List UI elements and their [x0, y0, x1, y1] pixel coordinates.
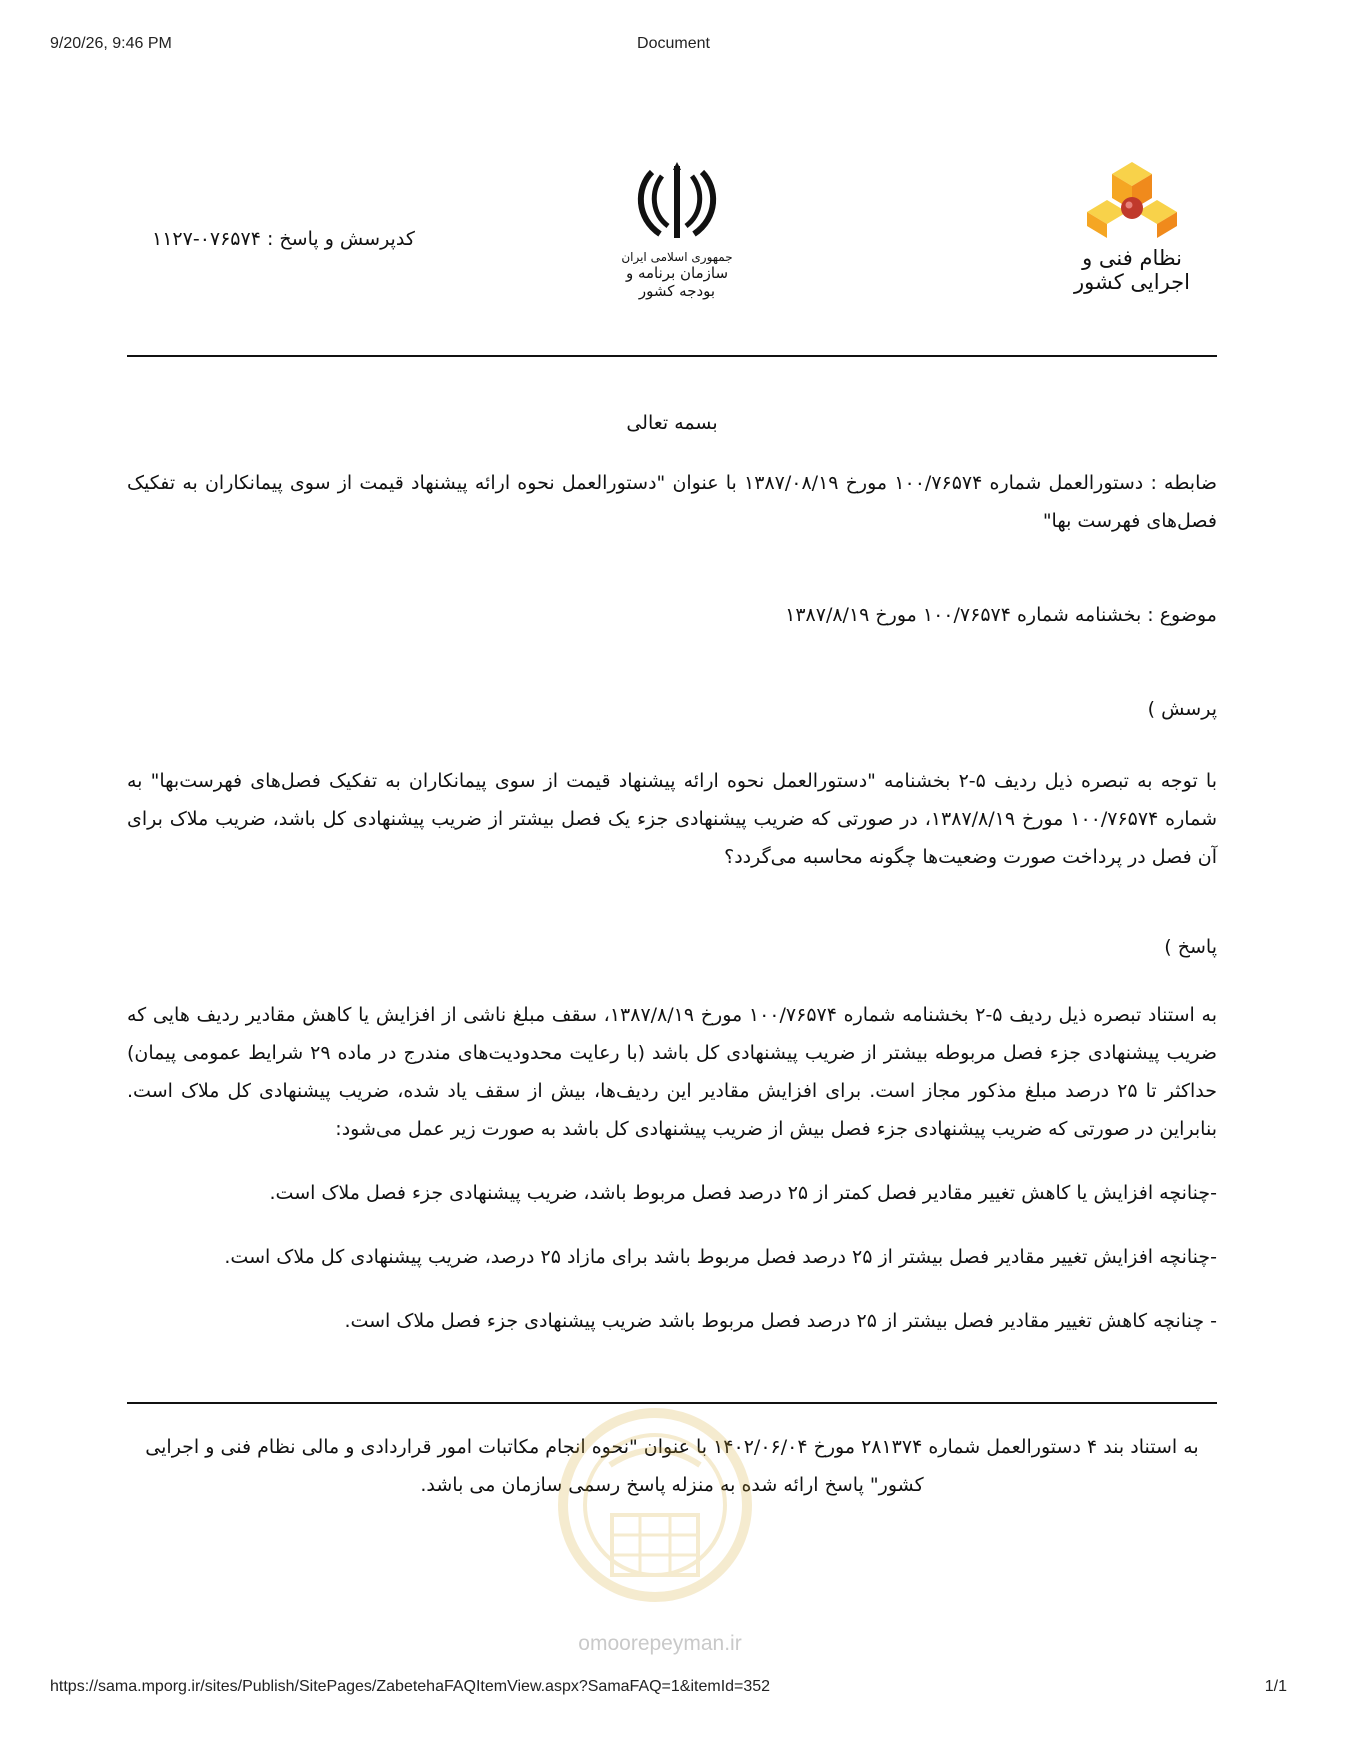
faq-code-label: کدپرسش و پاسخ :	[266, 228, 415, 250]
question-heading: پرسش )	[1147, 698, 1217, 720]
print-title: Document	[637, 35, 710, 52]
print-url[interactable]: https://sama.mporg.ir/sites/Publish/SitePages/ZabetehaFAQItemView.aspx?SamaFAQ=1&itemId=352	[50, 1678, 771, 1695]
org-name-right: نظام فنی و اجرایی کشور	[1074, 246, 1190, 294]
print-header	[0, 35, 1347, 57]
iran-emblem-icon	[632, 162, 722, 244]
faq-code	[152, 228, 415, 250]
question-text: با توجه به تبصره ذیل ردیف ۵-۲ بخشنامه "دستورالعمل نحوه ارائه پیشنهاد قیمت از سوی پیمانکاران به تفکیک فصل‌های فهرست‌بها" به شماره ۱۰۰/۷۶۵۷۴ مورخ ۱۳۸۷/۸/۱۹، در صورتی که ضریب پیشنهادی جزء یک فصل بیشتر از ضریب پیشنهادی کل باشد، ضریب ملاک برای آن فصل در پرداخت صورت وضعیت‌ها چگونه محاسبه می‌گردد؟	[127, 770, 1217, 868]
answer-bullet-1: -چنانچه افزایش یا کاهش تغییر مقادیر فصل کمتر از ۲۵ درصد فصل مربوط باشد، ضریب پیشنهادی جزء فصل ملاک است.	[269, 1182, 1217, 1204]
answer-heading: پاسخ )	[1164, 936, 1217, 958]
nezam-fani-logo	[1057, 160, 1207, 294]
bismillah: بسمه تعالی	[626, 412, 718, 434]
print-datetime: 9/20/26, 9:46 PM	[50, 35, 172, 52]
zabete-paragraph: ضابطه : دستورالعمل شماره ۱۰۰/۷۶۵۷۴ مورخ ۱۳۸۷/۰۸/۱۹ با عنوان "دستورالعمل نحوه ارائه پیشنهاد قیمت از سوی پیمانکاران به تفکیک فصل‌های فهرست بها"	[127, 472, 1218, 532]
letterhead	[127, 150, 1217, 355]
document-page	[127, 150, 1217, 1504]
print-page-number: 1/1	[1264, 1678, 1287, 1695]
org-center-line2: سازمان برنامه و بودجه کشور	[625, 264, 729, 300]
iran-emblem-logo	[612, 162, 742, 300]
watermark-text: omoorepeyman.ir	[578, 1632, 742, 1655]
answer-bullet-2: -چنانچه افزایش تغییر مقادیر فصل بیشتر از ۲۵ درصد فصل مربوط باشد برای مازاد ۲۵ درصد، ضریب پیشنهادی کل ملاک است.	[224, 1246, 1217, 1268]
header-divider	[127, 355, 1217, 357]
answer-bullet-3: - چنانچه کاهش تغییر مقادیر فصل بیشتر از ۲۵ درصد فصل مربوط باشد ضریب پیشنهادی جزء فصل ملاک است.	[344, 1310, 1217, 1332]
subject-line: موضوع : بخشنامه شماره ۱۰۰/۷۶۵۷۴ مورخ ۱۳۸۷/۸/۱۹	[785, 604, 1217, 626]
print-footer	[0, 1678, 1347, 1700]
cube-logo-icon	[1077, 160, 1187, 240]
official-answer-note: به استناد بند ۴ دستورالعمل شماره ۲۸۱۳۷۴ مورخ ۱۴۰۲/۰۶/۰۴ با عنوان "نحوه انجام مکاتبات امور قراردادی و مالی نظام فنی و اجرایی کشور" پاسخ ارائه شده به منزله پاسخ رسمی سازمان می باشد.	[145, 1436, 1199, 1496]
footer-divider	[127, 1402, 1217, 1404]
faq-code-value: ۰۷۶۵۷۴-۱۱۲۷	[152, 228, 261, 250]
answer-text: به استناد تبصره ذیل ردیف ۵-۲ بخشنامه شماره ۱۰۰/۷۶۵۷۴ مورخ ۱۳۸۷/۸/۱۹، سقف مبلغ ناشی از افزایش یا کاهش مقادیر ردیف هایی که ضریب پیشنهادی جزء فصل مربوطه بیشتر از ضریب پیشنهادی کل باشد (با رعایت محدودیت‌های مندرج در ماده ۲۹ شرایط عمومی پیمان) حداکثر تا ۲۵ درصد مبلغ مذکور مجاز است. برای افزایش مقادیر این ردیف‌ها، بیش از سقف یاد شده، ضریب پیشنهادی کل ملاک است. بنابراین در صورتی که ضریب پیشنهادی جزء فصل بیش از ضریب پیشنهادی کل باشد به صورت زیر عمل می‌شود:	[127, 1004, 1218, 1140]
org-center-line1: جمهوری اسلامی ایران	[621, 250, 733, 264]
